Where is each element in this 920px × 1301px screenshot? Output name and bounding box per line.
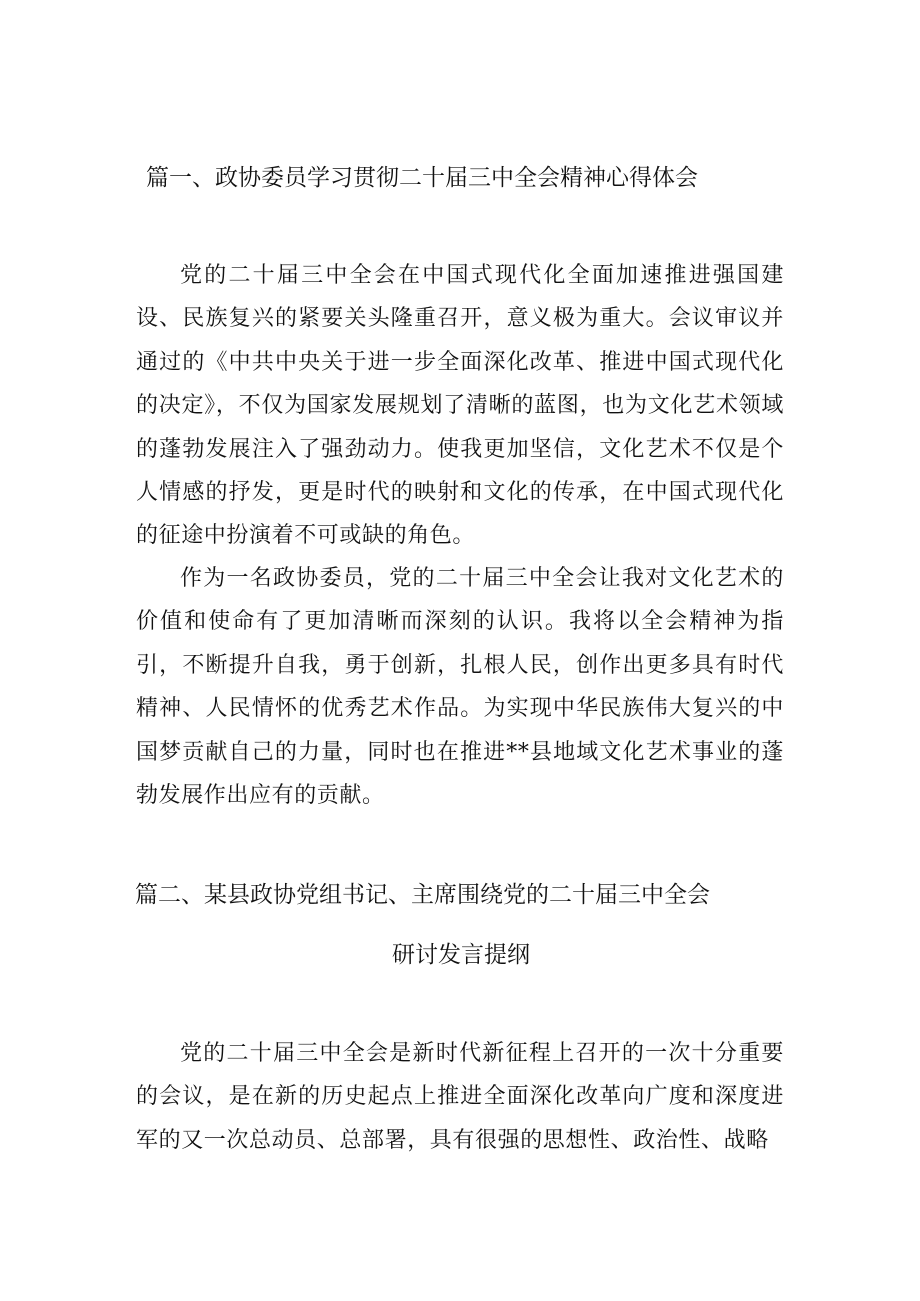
section1-paragraph-1: 党的二十届三中全会在中国式现代化全面加速推进强国建设、民族复兴的紧要关头隆重召开，意义极为重大。会议审议并通过的《中共中央关于进一步全面深化改革、推进中国式现代化的决定》，不仅为国家发展规划了清晰的蓝图，也为文化艺术领域的蓬勃发展注入了强劲动力。使我更加坚信，文化艺术不仅是个人情感的抒发，更是时代的映射和文化的传承，在中国式现代化的征途中扮演着不可或缺的角色。 [136,263,784,549]
section2-title-line1: 篇二、某县政协党组书记、主席围绕党的二十届三中全会 [135,882,710,908]
section1-title: 篇一、政协委员学习贯彻二十届三中全会精神心得体会 [146,165,698,191]
section2-title-line2: 研讨发言提纲 [392,942,530,968]
section2-paragraph-1: 党的二十届三中全会是新时代新征程上召开的一次十分重要的会议，是在新的历史起点上推进全面深化改革向广度和深度进军的又一次总动员、总部署，具有很强的思想性、政治性、战略 [136,1041,784,1153]
section1-paragraph-2: 作为一名政协委员，党的二十届三中全会让我对文化艺术的价值和使命有了更加清晰而深刻的认识。我将以全会精神为指引，不断提升自我，勇于创新，扎根人民，创作出更多具有时代精神、人民情怀的优秀艺术作品。为实现中华民族伟大复兴的中国梦贡献自己的力量，同时也在推进**县地域文化艺术事业的蓬勃发展作出应有的贡献。 [136,566,784,809]
